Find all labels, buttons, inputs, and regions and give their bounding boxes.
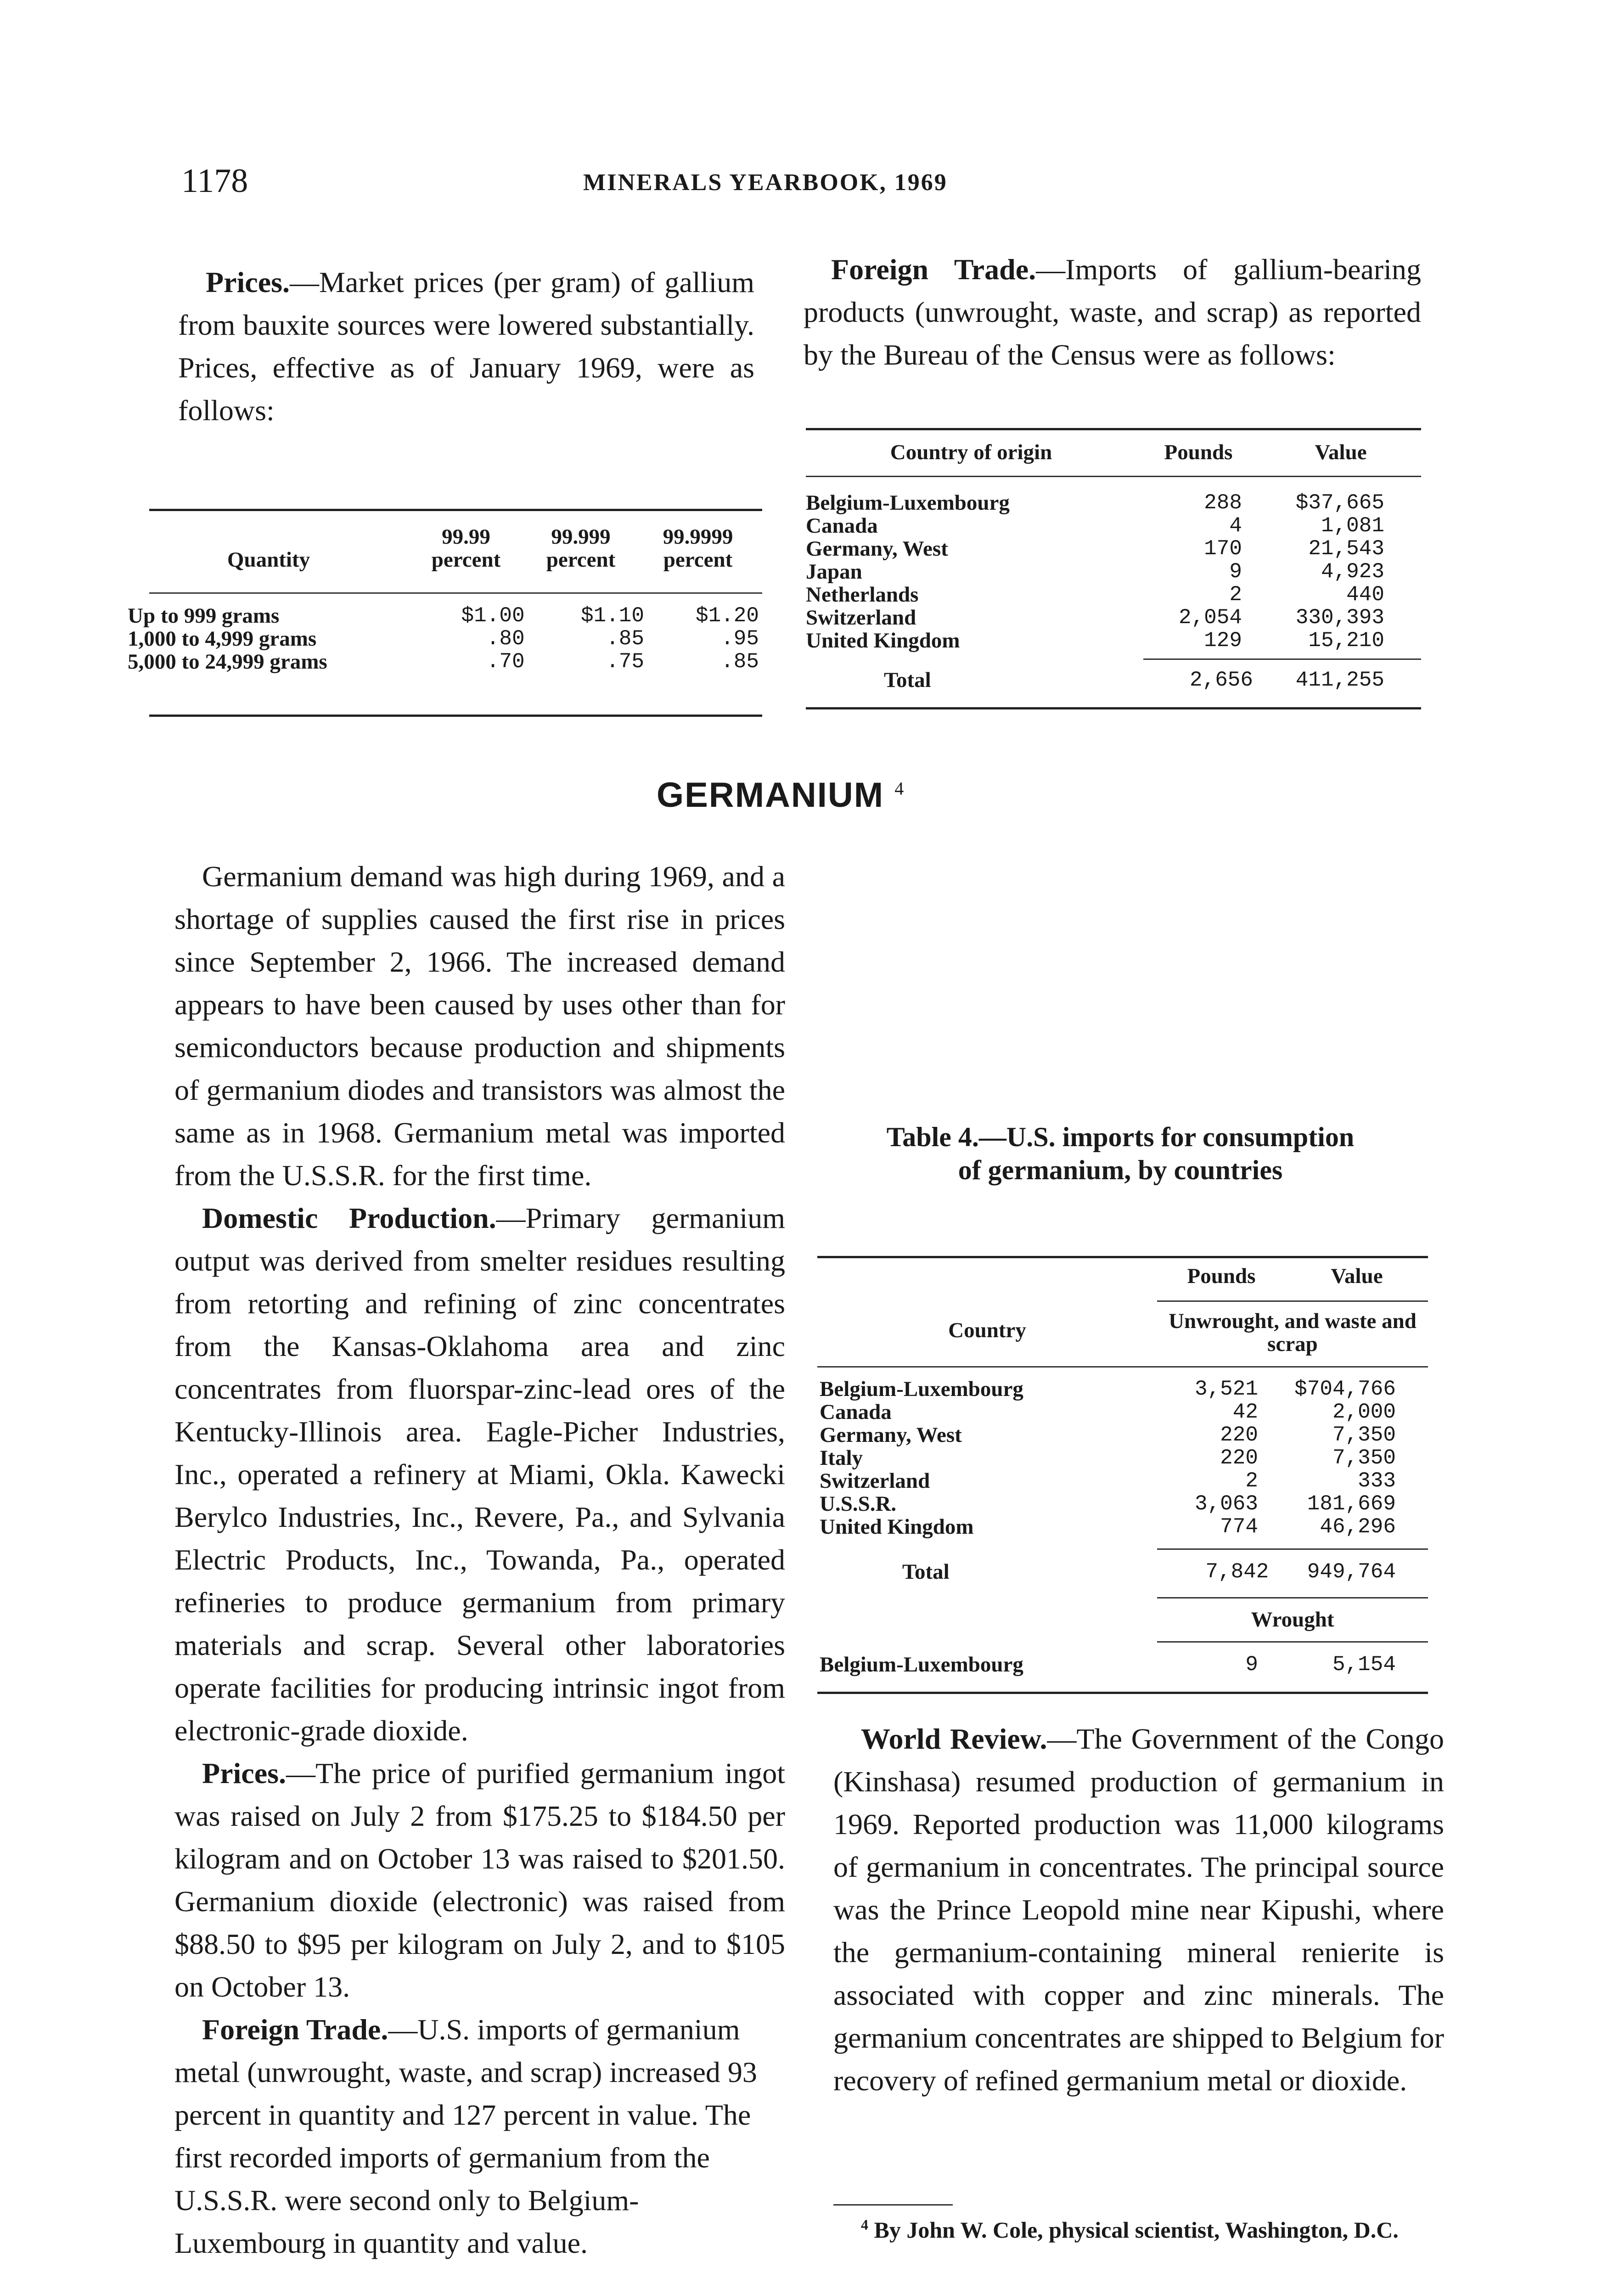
section-title-text: GERMANIUM xyxy=(657,776,884,815)
table-rule xyxy=(1157,1597,1428,1598)
row-label: United Kingdom xyxy=(820,1515,974,1539)
col-country: Country of origin xyxy=(890,440,1052,464)
table-row xyxy=(820,1492,1428,1515)
cell: 2,054 xyxy=(1178,606,1242,630)
gallium-prices-table-body xyxy=(128,604,759,673)
cell: 3,063 xyxy=(1194,1492,1258,1516)
table-row xyxy=(128,604,759,627)
cell: $1.10 xyxy=(580,604,644,628)
table-rule xyxy=(149,715,762,717)
gallium-trade-paragraph xyxy=(804,248,1421,376)
cell: 9 xyxy=(1245,1653,1258,1677)
cell: .75 xyxy=(606,650,644,674)
table-row xyxy=(128,650,759,673)
cell: 2,000 xyxy=(1332,1400,1396,1424)
gallium-prices-heading: Prices. xyxy=(206,266,290,298)
cell: 220 xyxy=(1220,1446,1258,1470)
table-rule xyxy=(806,476,1421,477)
cell: .80 xyxy=(486,627,525,651)
cell: 333 xyxy=(1358,1469,1396,1493)
running-title: MINERALS YEARBOOK, 1969 xyxy=(583,169,948,196)
cell: .70 xyxy=(486,650,525,674)
table-rule xyxy=(1157,1300,1428,1302)
cell: 7,842 xyxy=(1205,1560,1269,1584)
total-label: Total xyxy=(884,668,931,692)
cell: 411,255 xyxy=(1295,668,1384,692)
table-row xyxy=(820,1401,1428,1424)
cell: .95 xyxy=(721,627,759,651)
row-label: Belgium-Luxembourg xyxy=(820,1653,1023,1677)
cell: 2 xyxy=(1229,583,1242,607)
germanium-prices-heading: Prices. xyxy=(202,1757,286,1790)
cell: $1.20 xyxy=(695,604,759,628)
world-review-paragraph xyxy=(833,1717,1444,2102)
cell: 774 xyxy=(1220,1515,1258,1539)
table-rule xyxy=(149,509,762,511)
cell: 288 xyxy=(1204,491,1242,515)
row-label: Switzerland xyxy=(806,606,916,630)
cell: 2,656 xyxy=(1189,668,1253,692)
row-label: Belgium-Luxembourg xyxy=(820,1377,1023,1401)
germanium-trade-heading: Foreign Trade. xyxy=(202,2013,388,2046)
footnote-number: 4 xyxy=(861,2216,868,2233)
table-row xyxy=(806,491,1421,514)
germanium-intro-paragraph: Germanium demand was high during 1969, and a shortage of supplies caused the first rise in prices since September 2, 1966. The increased demand appears to have been caused by uses other than for semiconductors because production and shipments of germanium diodes and transistors was almost the same as in 1968. Germanium metal was imported from the U.S.S.R. for the first time. xyxy=(174,860,785,1192)
cell: $37,665 xyxy=(1295,491,1384,515)
col-country: Country xyxy=(948,1318,1026,1342)
col-value: Value xyxy=(1331,1264,1383,1288)
world-review-heading: World Review. xyxy=(861,1722,1047,1755)
cell: 46,296 xyxy=(1320,1515,1396,1539)
table-row xyxy=(820,1515,1428,1538)
gallium-prices-paragraph xyxy=(178,261,754,432)
row-label: Belgium-Luxembourg xyxy=(806,491,1010,515)
total-label: Total xyxy=(902,1560,950,1584)
cell: 7,350 xyxy=(1332,1423,1396,1447)
table-row-total xyxy=(820,1560,1428,1583)
table-caption-line: of germanium, by countries xyxy=(958,1155,1283,1185)
cell: 129 xyxy=(1204,629,1242,653)
table-row xyxy=(806,606,1421,629)
row-label: Canada xyxy=(806,514,878,538)
germanium-table-body xyxy=(820,1378,1428,1538)
cell: 4 xyxy=(1229,514,1242,538)
row-label: United Kingdom xyxy=(806,629,960,653)
table-row xyxy=(820,1424,1428,1446)
gallium-trade-table-head xyxy=(806,441,1421,464)
germanium-trade-text: —U.S. imports of germanium metal (unwrought, waste, and scrap) increased 93 percent in quantity and 127 percent in value. The first recorded imports of germanium from the U.S.S.R. were second only to Belgium-Luxembourg in quantity and value. xyxy=(174,2013,757,2259)
table-row xyxy=(806,583,1421,606)
gallium-trade-heading: Foreign Trade. xyxy=(831,253,1036,286)
footnote-text: By John W. Cole, physical scientist, Washington, D.C. xyxy=(874,2217,1399,2243)
table-rule xyxy=(806,428,1421,430)
table-row xyxy=(820,1446,1428,1469)
row-label: Italy xyxy=(820,1446,863,1470)
table-rule xyxy=(1157,1548,1428,1550)
germanium-prices-text: —The price of purified germanium ingot was raised on July 2 from $175.25 to $184.50 per kilogram and on October 13 was raised to $201.50. Germanium dioxide (electronic) was raised from $88.50 to $95 per kilogram on July 2, and to $105 on October 13. xyxy=(174,1757,785,2003)
col-pounds: Pounds xyxy=(1187,1264,1256,1288)
col-pounds: Pounds xyxy=(1164,440,1233,464)
row-label: U.S.S.R. xyxy=(820,1492,897,1516)
col-purity-1: 99.99 percent xyxy=(431,525,501,572)
cell: $704,766 xyxy=(1294,1377,1396,1401)
cell: 220 xyxy=(1220,1423,1258,1447)
table-rule xyxy=(1157,1641,1428,1643)
cell: 5,154 xyxy=(1332,1653,1396,1677)
cell: 1,081 xyxy=(1321,514,1384,538)
col-purity-3: 99.9999 percent xyxy=(663,525,733,572)
germanium-left-column xyxy=(174,855,785,2264)
gallium-trade-table-body xyxy=(806,491,1421,652)
table-rule xyxy=(817,1692,1428,1694)
table-rule xyxy=(1143,658,1421,660)
cell: 330,393 xyxy=(1295,606,1384,630)
domestic-production-heading: Domestic Production. xyxy=(202,1202,496,1234)
cell: 15,210 xyxy=(1308,629,1384,653)
table-row xyxy=(128,627,759,650)
table-row-total xyxy=(806,669,1421,692)
row-label: Japan xyxy=(806,560,862,584)
table-row xyxy=(806,514,1421,537)
germanium-table-total xyxy=(820,1560,1428,1583)
subhead-wrought: Wrought xyxy=(1251,1608,1334,1632)
gallium-trade-text: —Imports of gallium-bearing products (unwrought, waste, and scrap) as reported by the Bureau of the Census were as follows: xyxy=(804,253,1421,371)
table-rule xyxy=(149,592,762,594)
subhead-unwrought: Unwrought, and waste and scrap xyxy=(1169,1309,1417,1356)
col-quantity: Quantity xyxy=(227,548,310,572)
table-row xyxy=(806,560,1421,583)
cell: 21,543 xyxy=(1308,537,1384,561)
table-rule xyxy=(817,1366,1428,1367)
row-label: Up to 999 grams xyxy=(128,604,280,628)
row-label: Germany, West xyxy=(820,1423,962,1447)
row-label: 5,000 to 24,999 grams xyxy=(128,650,327,674)
cell: 9 xyxy=(1229,560,1242,584)
cell: 3,521 xyxy=(1194,1377,1258,1401)
germanium-table-wrought xyxy=(820,1653,1428,1676)
gallium-trade-total xyxy=(806,669,1421,692)
cell: 2 xyxy=(1245,1469,1258,1493)
section-title xyxy=(657,775,905,815)
gallium-prices-table xyxy=(129,518,758,571)
row-label: Canada xyxy=(820,1400,892,1424)
table-rule xyxy=(806,707,1421,709)
row-label: Netherlands xyxy=(806,583,919,607)
cell: 42 xyxy=(1232,1400,1258,1424)
col-value: Value xyxy=(1315,440,1367,464)
row-label: 1,000 to 4,999 grams xyxy=(128,627,317,651)
table-row xyxy=(820,1469,1428,1492)
cell: 440 xyxy=(1346,583,1384,607)
cell: 170 xyxy=(1204,537,1242,561)
page-number: 1178 xyxy=(181,162,248,200)
footnote-rule xyxy=(833,2204,953,2206)
domestic-production-text: —Primary germanium output was derived from smelter residues resulting from retorting and refining of zinc concentrates from the Kansas-Oklahoma area and zinc concentrates from fluorspar-zinc-lead ores of the Kentucky-Illinois area. Eagle-Picher Industries, Inc., operated a refinery at Miami, Okla. Kawecki Berylco Industries, Inc., Revere, Pa., and Sylvania Electric Products, Inc., Towanda, Pa., operated refineries to produce germanium from primary materials and scrap. Several other laboratories operate facilities for producing intrinsic ingot from electronic-grade dioxide. xyxy=(174,1202,785,1747)
col-purity-2: 99.999 percent xyxy=(546,525,616,572)
table-row xyxy=(820,1378,1428,1401)
table-4-caption xyxy=(815,1120,1426,1187)
table-row xyxy=(806,629,1421,652)
table-row xyxy=(806,537,1421,560)
gallium-prices-text: —Market prices (per gram) of gallium from bauxite sources were lowered substantially. Prices, effective as of January 1969, were as follows: xyxy=(178,266,754,427)
table-rule xyxy=(817,1256,1428,1258)
cell: 4,923 xyxy=(1321,560,1384,584)
cell: 949,764 xyxy=(1307,1560,1396,1584)
footnote-marker: 4 xyxy=(894,778,905,799)
cell: .85 xyxy=(721,650,759,674)
row-label: Germany, West xyxy=(806,537,948,561)
table-row xyxy=(820,1653,1428,1676)
cell: 7,350 xyxy=(1332,1446,1396,1470)
cell: 181,669 xyxy=(1307,1492,1396,1516)
table-caption-line: Table 4.—U.S. imports for consumption xyxy=(886,1122,1355,1152)
cell: .85 xyxy=(606,627,644,651)
footnote xyxy=(833,2211,1444,2243)
world-review-text: —The Government of the Congo (Kinshasa) resumed production of germanium in 1969. Reported production was 11,000 kilograms of germanium in concentrates. The principal source was the Prince Leopold mine near Kipushi, where the germanium-containing mineral renierite is associated with copper and zinc minerals. The germanium concentrates are shipped to Belgium for recovery of refined germanium metal or dioxide. xyxy=(833,1722,1445,2097)
cell: $1.00 xyxy=(461,604,525,628)
row-label: Switzerland xyxy=(820,1469,930,1493)
